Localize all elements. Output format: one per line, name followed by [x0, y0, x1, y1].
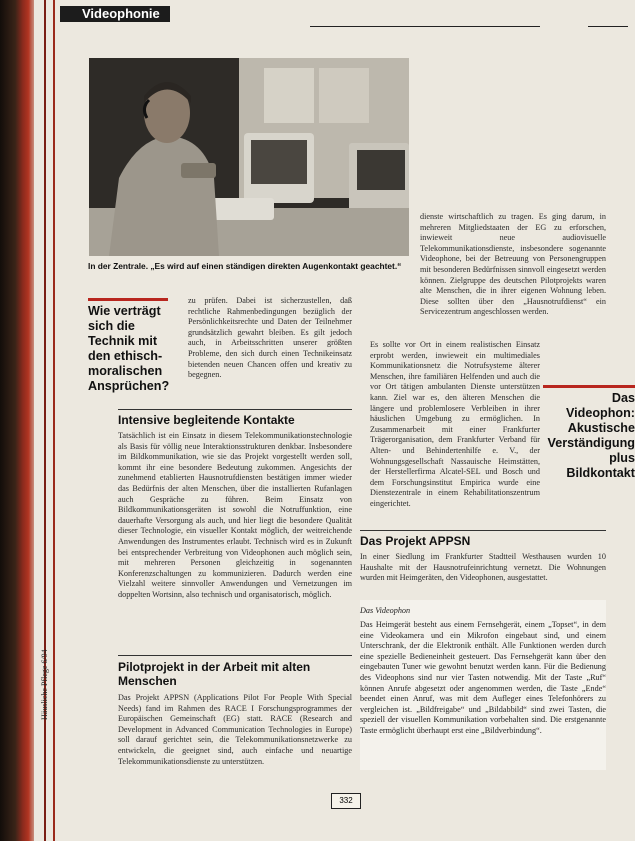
- section-rule: [118, 409, 352, 410]
- heading-projekt-appsn: Das Projekt APPSN: [360, 534, 471, 548]
- header-rule: [310, 26, 540, 27]
- photo-caption: In der Zentrale. „Es wird auf einen ständigen direkten Augenkontakt geachtet.“: [88, 261, 402, 271]
- section-rule: [360, 530, 606, 531]
- heading-intensive-kontakte: Intensive begleitende Kontakte: [118, 413, 295, 427]
- page-number: 332: [331, 793, 361, 809]
- page-edge: [53, 0, 55, 841]
- side-credit: Häusliche Pflege 6/94: [40, 649, 49, 720]
- photo-operator-at-videophone: [89, 58, 409, 256]
- right-column-top-paragraph: dienste wirtschaftlich zu tragen. Es ging darum, in mehreren Mitgliedstaaten der EG zu erforschen, inwieweit neue audiovisuelle Telekommunikationsdienste, insbesondere sogenannte Videophone, bei der Betreuung von Personengruppen mit besonderen Bedürfnissen sinnvoll eingesetzt werden können. Zielgruppe des deutschen Pilotprojekts waren alte Menschen, die in ihrer eigenen Wohnung leben. Diese sollten über den „Hausnotrufdienst“ ein Servicezentrum angeschlossen werden.: [420, 212, 606, 317]
- book-spine: [0, 0, 38, 841]
- section-header: Videophonie: [60, 6, 170, 22]
- info-box-title: Das Videophon: [360, 606, 411, 615]
- heading-pilotprojekt: Pilotprojekt in der Arbeit mit alten Menschen: [118, 660, 311, 688]
- pull-quote-right: Das Videophon: Akustische Verständigung plus Bildkontakt: [543, 385, 635, 481]
- body-projekt-appsn: In einer Siedlung im Frankfurter Stadtteil Westhausen wurden 10 Haushalte mit der Hausnotrufeinrichtung vernetzt. Die Wohnungen wurden mit Heimgeräten, den Videophonen, ausgestattet.: [360, 552, 606, 583]
- body-pilotprojekt: Das Projekt APPSN (Applications Pilot For People With Special Needs) fand im Rahmen des RACE I Forschungsprogrammes der Europäischen Gemeinschaft (EG) statt. RACE (Research and Development in Advanced Communication Technologies in Europe) soll darauf gerichtet sein, die Telekommunikationsnetzwerke zu entwickeln, die geeignet sind, auch einfache und neuartige Telekommunikationsdienste zu unterstützen.: [118, 693, 352, 766]
- info-box-body: Das Heimgerät besteht aus einem Fernsehgerät, einem „Topset“, in dem eine Videokamera und ein Mikrofon eingebaut sind, und einem Unterschrank, der die Elektronik enthält. Alle Funktionen werden durch eine spezielle Bedieneinheit gesteuert. Das Fernsehgerät kann über den eingebauten Tuner wie gewohnt benutzt werden kann. Für die Bedienung des Videophons sind nur vier Tasten notwendig. Mit der Taste „Ruf“ können Anrufe abgesetzt oder angenommen werden, die Taste „Ende“ beendet einen Anruf, was mit dem Aufleger eines Telefonhörers zu vergleichen ist. „Bildfreigabe“ und „Bildabbild“ sind zwei Tasten, die speziell der visuellen Kommunikation vorbehalten sind. Die erstgenannte Taste ermöglicht überhaupt erst eine „Bildverbindung“.: [360, 620, 606, 735]
- right-column-intro-line: [370, 300, 606, 320]
- right-column-middle-paragraph: Es sollte vor Ort in einem realistischen Einsatz erprobt werden, inwieweit ein multimediales Kommunikationsnetz die Notrufsysteme älterer Menschen, ihre familiären Helfenden und auch die vor Ort tätigen ambulanten Dienste unterstützen kann. Ziel war es, den älteren Menschen die längere und problemlosere Verbleiben in ihrer häuslichen Umgebung zu ermöglichen. In Zusammenarbeit mit einer Frankfurter Trägerorganisation, dem Frankfurter Verband für Alten- und Behindertenhilfe e. V., der Wohnungsgesellschaft Nassauische Heimstätten, der Herstellerfirma Alcatel-SEL und Bosch und dem Forschungsinstitut Empirica wurde eine Dienstezentrale in einem Rehabilitationszentrum eingerichtet.: [370, 340, 540, 508]
- section-rule: [118, 655, 352, 656]
- body-intensive-kontakte: Tatsächlich ist ein Einsatz in diesem Telekommunikationstechnologie als Basis für völlig neue Interaktionsstrukturen denkbar. Insbesondere im Bildkommunikation, wie sie das Projekt vorgestellt werden soll, kommt ihr eine besondere Bedeutung zukommen. Angesichts der zunehmend etablierten Hausnotrufdiensten bestätigen immer wieder das Bedürfnis der alten Menschen, über die installierten Rufanlagen auch Gespräche zu führen. Beim Einsatz von Bildkommunikationsgeräten ist sowohl die Notruffunktion, eine dauerhafte Versorgung als auch, und hier liegt die besondere Qualität dieser Technologie, ein visueller Kontakt möglich, der weitreichende Anwendungen des Instrumentes erlaubt. Technisch wird es in Zukunft bei entsprechender Verbreitung von Videophonen auch möglich sein, mit mehreren Personen gleichzeitig in sogenannten Konferenzschaltungen zu kommunizieren. Dadurch werden eine Vielzahl weitere sinnvoller Anwendungen und Vernetzungen im doppelten Wortsinn, also technisch und organisatorisch, möglich.: [118, 431, 352, 599]
- header-rule: [588, 26, 628, 27]
- intro-paragraph: zu prüfen. Dabei ist sicherzustellen, daß rechtliche Rahmenbedingungen bezüglich der Persönlichkeitsrechte und Daten der Teilnehmer grundsätzlich gewahrt bleiben. Es gilt jedoch auch, in Arbeitsschritten unserer größten Probleme, den sich durch einen Technikeinsatz bietenden neuen Chancen offen und kreativ zu begegnen.: [188, 296, 352, 380]
- pull-quote-left: Wie verträgt sich die Technik mit den ethisch-moralischen Ansprüchen?: [88, 298, 168, 394]
